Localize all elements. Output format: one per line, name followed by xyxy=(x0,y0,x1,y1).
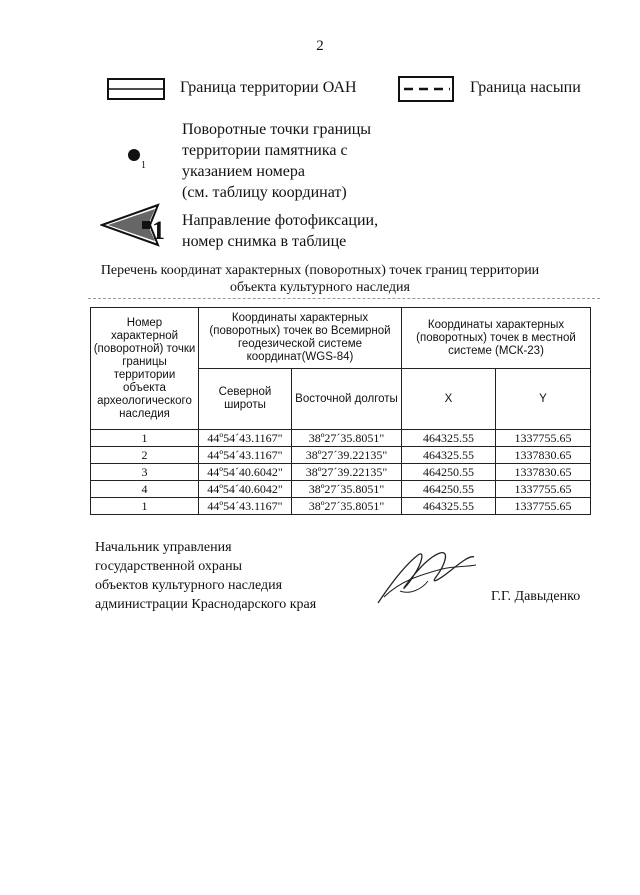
arrow-number-label: 1 xyxy=(152,216,165,245)
coordinates-table xyxy=(90,307,591,515)
point-number-label: 1 xyxy=(141,160,146,171)
header-wgs84: Координаты характерных (поворотных) точек во Всемирной геодезической системе координат(WGS-84) xyxy=(199,308,402,369)
header-point-number: Номер характерной (поворотной) точки границы территории объекта археологического наследия xyxy=(91,308,199,430)
cell-x: 464250.55 xyxy=(402,464,496,481)
divider xyxy=(88,298,600,299)
header-latitude: Северной широты xyxy=(199,369,292,430)
photo-direction-arrow-icon xyxy=(100,203,172,247)
caption-line: Перечень координат характерных (поворотных) точек границ территории xyxy=(100,263,540,278)
signatory-position xyxy=(95,538,316,614)
cell-y: 1337830.65 xyxy=(496,447,591,464)
embankment-border-label: Граница насыпи xyxy=(470,79,581,96)
header-msk23: Координаты характерных (поворотных) точек в местной системе (МСК-23) xyxy=(402,308,591,369)
cell-lon: 38º27´39.22135" xyxy=(292,447,402,464)
cell-y: 1337755.65 xyxy=(496,481,591,498)
turning-points-line: указанием номера xyxy=(182,163,305,180)
table-caption xyxy=(60,262,580,296)
photo-direction-line: Направление фотофиксации, xyxy=(182,212,379,229)
oan-border-label: Граница территории ОАН xyxy=(180,79,357,96)
cell-lat: 44º54´43.1167" xyxy=(199,430,292,447)
cell-point: 1 xyxy=(91,498,199,515)
table-row xyxy=(91,481,591,498)
cell-point: 2 xyxy=(91,447,199,464)
cell-x: 464325.55 xyxy=(402,498,496,515)
cell-point: 4 xyxy=(91,481,199,498)
photo-direction-line: номер снимка в таблице xyxy=(182,233,347,250)
cell-lat: 44º54´40.6042" xyxy=(199,481,292,498)
table-row xyxy=(91,498,591,515)
table-row xyxy=(91,447,591,464)
cell-lon: 38º27´39.22135" xyxy=(292,464,402,481)
position-line: объектов культурного наследия xyxy=(95,578,283,593)
embankment-border-symbol xyxy=(398,76,454,102)
photo-direction-label xyxy=(182,210,378,252)
position-line: Начальник управления xyxy=(95,540,232,555)
cell-lat: 44º54´43.1167" xyxy=(199,498,292,515)
cell-lat: 44º54´43.1167" xyxy=(199,447,292,464)
handwritten-signature xyxy=(370,545,480,610)
cell-lon: 38º27´35.8051" xyxy=(292,498,402,515)
table-row xyxy=(91,464,591,481)
turning-points-line: Поворотные точки границы xyxy=(182,121,372,138)
turning-points-label xyxy=(182,119,371,203)
position-line: государственной охраны xyxy=(95,559,243,574)
cell-lon: 38º27´35.8051" xyxy=(292,430,402,447)
caption-line: объекта культурного наследия xyxy=(230,280,410,295)
cell-y: 1337755.65 xyxy=(496,430,591,447)
header-y: Y xyxy=(496,369,591,430)
cell-lon: 38º27´35.8051" xyxy=(292,481,402,498)
turning-points-line: территории памятника с xyxy=(182,142,348,159)
oan-border-symbol xyxy=(107,78,165,100)
position-line: администрации Краснодарского края xyxy=(95,597,317,612)
cell-lat: 44º54´40.6042" xyxy=(199,464,292,481)
cell-y: 1337755.65 xyxy=(496,498,591,515)
page-number: 2 xyxy=(316,38,324,54)
cell-x: 464325.55 xyxy=(402,430,496,447)
cell-point: 3 xyxy=(91,464,199,481)
cell-y: 1337830.65 xyxy=(496,464,591,481)
cell-point: 1 xyxy=(91,430,199,447)
table-header-row xyxy=(91,308,591,369)
cell-x: 464250.55 xyxy=(402,481,496,498)
table-row xyxy=(91,430,591,447)
header-x: X xyxy=(402,369,496,430)
cell-x: 464325.55 xyxy=(402,447,496,464)
header-longitude: Восточной долготы xyxy=(292,369,402,430)
turning-point-symbol xyxy=(125,146,155,172)
turning-points-line: (см. таблицу координат) xyxy=(182,184,347,201)
signatory-name: Г.Г. Давыденко xyxy=(491,589,581,604)
